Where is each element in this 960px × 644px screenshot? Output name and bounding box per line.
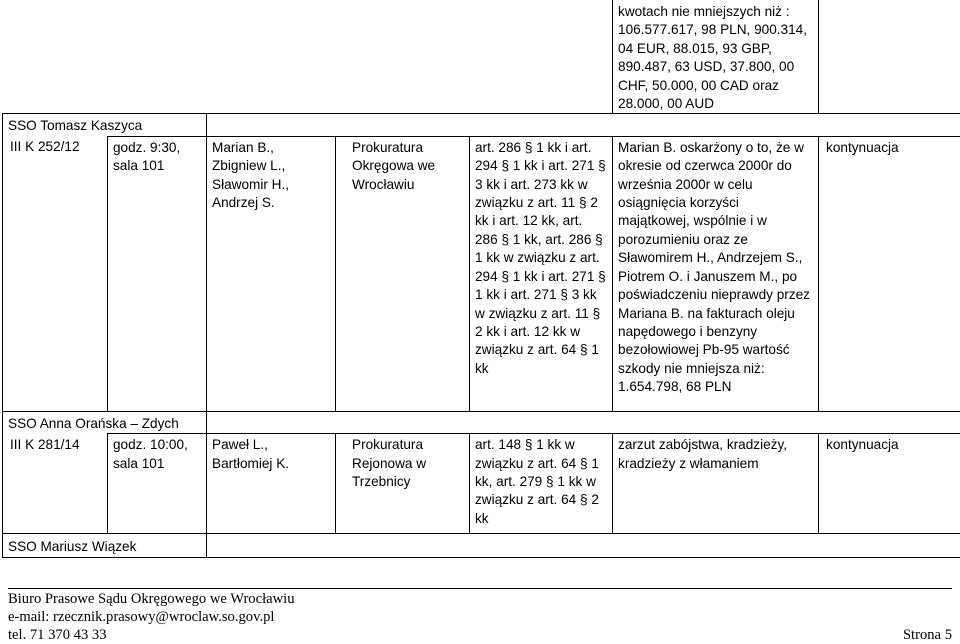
case-description: Marian B. oskarżony o to, że w okresie od czerwca 2000r do września 2000r w celu osiągnięcia korzyści majątkowej, wspólnie i w porozumieniu oraz ze Sławomirem H., Andrzejem S., Piotrem O. i Januszem M., po poświadczeniu nieprawdy przez Mariana B. na fakturach oleju napędowego i benzyny bezołowiowej Pb-95 wartość szkody nie mniejsza niż: 1.654.798, 68 PLN [613,136,819,411]
table-row-judge [3,411,960,433]
footer-email: e-mail: rzecznik.prasowy@wroclaw.so.gov.pl [8,609,952,627]
case-status: kontynuacja [819,434,960,534]
hearing-room: sala 101 [113,157,201,175]
page-footer [8,588,952,644]
case-description-fragment: kwotach nie mniejszych niż : 106.577.617, 98 PLN, 900.314, 04 EUR, 88.015, 93 GBP, 890.487, 63 USD, 37.800, 00 CHF, 50.000, 00 CAD oraz 28.000, 00 AUD [613,0,819,114]
footer-phone: tel. 71 370 43 33 [8,627,107,644]
judge-name: SSO Mariusz Wiązek [3,534,207,558]
case-number: III K 281/14 [10,437,80,452]
hearing-time: godz. 9:30, [113,139,201,157]
judge-name: SSO Anna Orańska – Zdych [3,411,207,433]
table-row [3,136,960,411]
table-row [3,434,960,534]
table-row-fragment [3,0,960,114]
table-row-judge [3,534,960,558]
legal-articles: art. 148 § 1 kk w związku z art. 64 § 1 kk, art. 279 § 1 kk w związku z art. 64 § 2 kk [470,434,613,534]
hearing-time: godz. 10:00, [113,436,201,454]
case-status: kontynuacja [819,136,960,411]
table-row-judge [3,114,960,136]
page-number: Strona 5 [903,627,952,644]
footer-office: Biuro Prasowe Sądu Okręgowego we Wrocławiu [8,591,952,609]
legal-articles: art. 286 § 1 kk i art. 294 § 1 kk i art. 271 § 3 kk i art. 273 kk w związku z art. 11 § 2 kk i art. 12 kk, art. 286 § 1 kk, art. 286 § 1 kk w związku z art. 294 § 1 kk i art. 271 § 1 kk i art. 271 § 3 kk w związku z art. 11 § 2 kk i art. 12 kk w związku z art. 64 § 1 kk [470,136,613,411]
schedule-table [2,0,960,558]
hearing-room: sala 101 [113,455,201,473]
case-number: III K 252/12 [10,139,80,154]
judge-name: SSO Tomasz Kaszyca [3,114,207,136]
defendants: Paweł L., Bartłomiej K. [207,434,336,534]
case-description: zarzut zabójstwa, kradzieży, kradzieży z włamaniem [613,434,819,534]
prosecutor: Prokuratura Okręgowa we Wrocławiu [336,136,470,411]
prosecutor: Prokuratura Rejonowa w Trzebnicy [336,434,470,534]
defendants: Marian B., Zbigniew L., Sławomir H., Andrzej S. [207,136,336,411]
